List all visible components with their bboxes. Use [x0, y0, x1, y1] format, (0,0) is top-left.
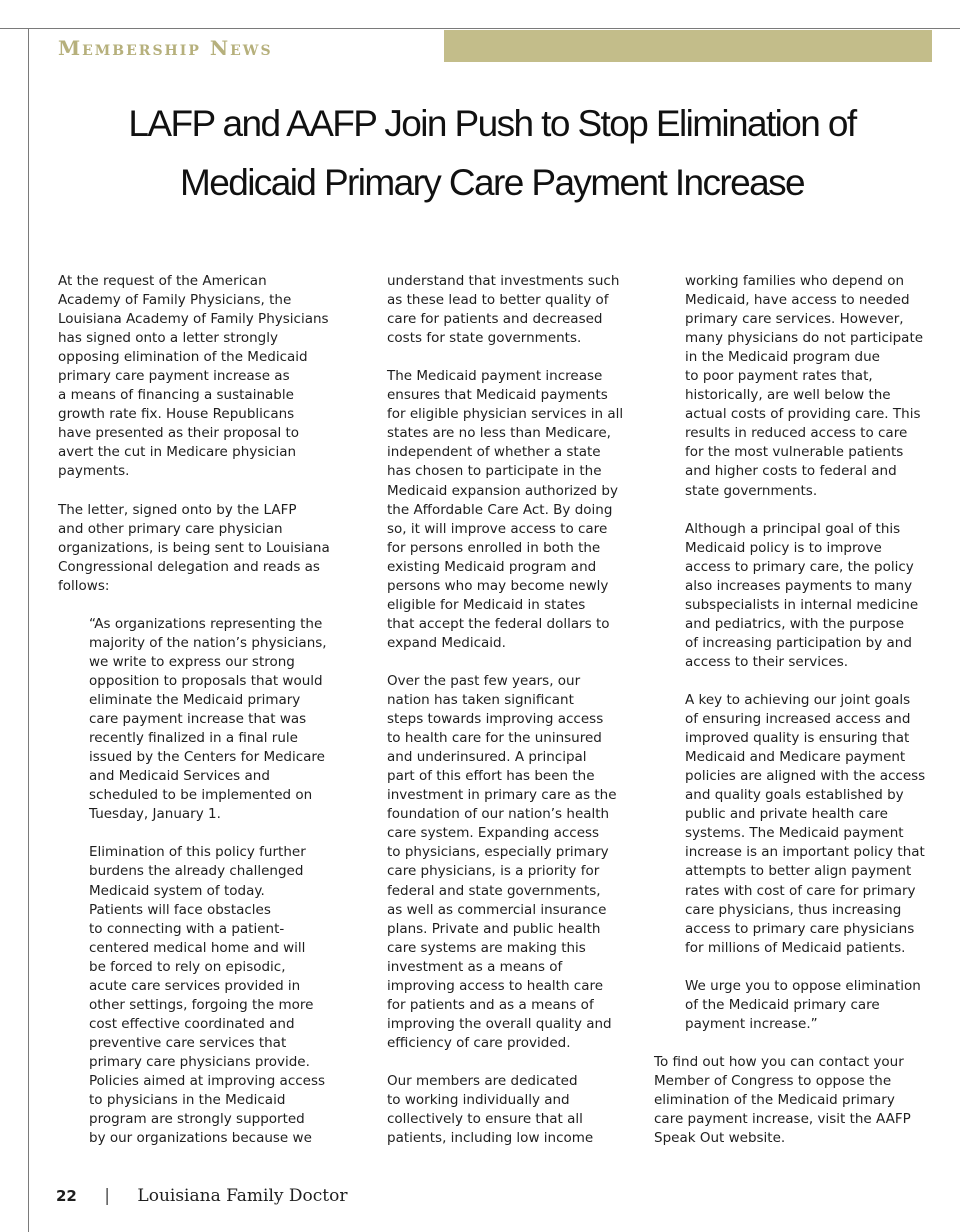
text-line: care for patients and decreased: [387, 311, 603, 328]
text-line: elimination of the Medicaid primary: [654, 1092, 895, 1109]
text-line: for eligible physician services in all: [387, 406, 624, 423]
text-line: Medicaid system of today.: [89, 882, 265, 899]
paragraph: [58, 272, 358, 482]
text-line: Medicaid, have access to needed: [685, 292, 910, 309]
text-line: increase is an important policy that: [685, 844, 925, 861]
publication-name: Louisiana Family Doctor: [137, 1186, 348, 1206]
page-footer: [56, 1186, 347, 1206]
text-line: Member of Congress to oppose the: [654, 1072, 892, 1089]
text-line: as well as commercial insurance: [387, 901, 607, 918]
paragraph: [387, 1072, 637, 1148]
text-line: existing Medicaid program and: [387, 558, 597, 575]
text-line: has chosen to participate in the: [387, 463, 602, 480]
text-line: investment in primary care as the: [387, 787, 617, 804]
text-line: for persons enrolled in both the: [387, 539, 601, 556]
paragraph: [654, 1053, 944, 1148]
text-line: recently finalized in a final rule: [89, 730, 298, 747]
text-line: the Affordable Care Act. By doing: [387, 501, 613, 518]
text-line: care physicians, thus increasing: [685, 901, 902, 918]
article-title: [40, 94, 944, 212]
text-line: Louisiana Academy of Family Physicians: [58, 311, 329, 328]
text-line: by our organizations because we: [89, 1130, 312, 1147]
text-line: results in reduced access to care: [685, 425, 908, 442]
text-line: to connecting with a patient-: [89, 920, 285, 937]
text-line: patients, including low income: [387, 1130, 594, 1147]
text-line: collectively to ensure that all: [387, 1111, 583, 1128]
text-line: primary care services. However,: [685, 311, 904, 328]
text-line: also increases payments to many: [685, 577, 913, 594]
text-line: Tuesday, January 1.: [89, 806, 221, 823]
text-line: Academy of Family Physicians, the: [58, 292, 292, 309]
text-line: be forced to rely on episodic,: [89, 958, 286, 975]
text-line: care physicians, is a priority for: [387, 863, 600, 880]
text-line: costs for state governments.: [387, 330, 582, 347]
text-line: foundation of our nation’s health: [387, 806, 610, 823]
text-line: eligible for Medicaid in states: [387, 596, 586, 613]
paragraph: [387, 672, 637, 1053]
text-line: ensures that Medicaid payments: [387, 387, 608, 404]
text-line: Patients will face obstacles: [89, 901, 271, 918]
text-line: care payment increase, visit the AAFP: [654, 1111, 911, 1128]
text-line: and quality goals established by: [685, 787, 904, 804]
text-line: Medicaid expansion authorized by: [387, 482, 618, 499]
text-line: burdens the already challenged: [89, 863, 304, 880]
text-line: opposing elimination of the Medicaid: [58, 349, 308, 366]
text-line: as these lead to better quality of: [387, 292, 609, 309]
text-line: subspecialists in internal medicine: [685, 596, 919, 613]
paragraph: [58, 615, 358, 825]
left-rule: [28, 28, 29, 1232]
text-line: that accept the federal dollars to: [387, 615, 610, 632]
text-line: The letter, signed onto by the LAFP: [58, 501, 297, 518]
text-line: improving the overall quality and: [387, 1015, 612, 1032]
text-line: care systems are making this: [387, 939, 586, 956]
text-line: growth rate fix. House Republicans: [58, 406, 295, 423]
text-line: we write to express our strong: [89, 653, 295, 670]
text-line: independent of whether a state: [387, 444, 601, 461]
text-line: improved quality is ensuring that: [685, 730, 910, 747]
text-line: nation has taken significant: [387, 692, 574, 709]
text-line: payments.: [58, 463, 130, 480]
text-line: Over the past few years, our: [387, 672, 581, 689]
text-line: many physicians do not participate: [685, 330, 924, 347]
text-line: access to primary care, the policy: [685, 558, 914, 575]
text-line: to physicians in the Medicaid: [89, 1092, 286, 1109]
text-line: Medicaid and Medicare payment: [685, 749, 906, 766]
text-line: follows:: [58, 577, 110, 594]
text-line: primary care payment increase as: [58, 368, 290, 385]
text-line: historically, are well below the: [685, 387, 891, 404]
text-line: of ensuring increased access and: [685, 711, 911, 728]
text-line: To find out how you can contact your: [654, 1053, 904, 1070]
page-number: 22: [56, 1187, 77, 1205]
text-line: care payment increase that was: [89, 711, 307, 728]
text-line: We urge you to oppose elimination: [685, 977, 921, 994]
text-line: issued by the Centers for Medicare: [89, 749, 325, 766]
text-line: improving access to health care: [387, 977, 604, 994]
text-line: preventive care services that: [89, 1034, 287, 1051]
paragraph: [654, 520, 944, 672]
text-line: so, it will improve access to care: [387, 520, 608, 537]
text-line: majority of the nation’s physicians,: [89, 634, 327, 651]
text-line: rates with cost of care for primary: [685, 882, 916, 899]
text-line: expand Medicaid.: [387, 634, 506, 651]
text-line: efficiency of care provided.: [387, 1034, 571, 1051]
text-line: “As organizations representing the: [89, 615, 323, 632]
text-line: centered medical home and will: [89, 939, 306, 956]
top-rule: [0, 28, 960, 29]
text-line: federal and state governments,: [387, 882, 601, 899]
paragraph: [654, 691, 944, 958]
text-line: Although a principal goal of this: [685, 520, 901, 537]
text-line: Our members are dedicated: [387, 1072, 578, 1089]
text-line: opposition to proposals that would: [89, 672, 323, 689]
paragraph: [654, 977, 944, 1034]
text-line: working families who depend on: [685, 273, 905, 289]
text-line: plans. Private and public health: [387, 920, 601, 937]
text-line: Congressional delegation and reads as: [58, 558, 320, 575]
header-color-bar: [444, 30, 932, 62]
text-line: of the Medicaid primary care: [685, 996, 880, 1013]
text-line: systems. The Medicaid payment: [685, 825, 904, 842]
text-line: primary care physicians provide.: [89, 1053, 310, 1070]
text-line: other settings, forgoing the more: [89, 996, 314, 1013]
text-line: A key to achieving our joint goals: [685, 692, 911, 709]
text-line: has signed onto a letter strongly: [58, 330, 278, 347]
text-line: state governments.: [685, 482, 818, 499]
text-line: actual costs of providing care. This: [685, 406, 921, 423]
text-line: to physicians, especially primary: [387, 844, 609, 861]
section-label: Membership News: [58, 36, 273, 60]
text-line: part of this effort has been the: [387, 768, 595, 785]
text-line: to health care for the uninsured: [387, 730, 602, 747]
text-line: cost effective coordinated and: [89, 1015, 295, 1032]
text-line: for the most vulnerable patients: [685, 444, 904, 461]
text-line: organizations, is being sent to Louisiana: [58, 539, 330, 556]
text-line: understand that investments such: [387, 273, 620, 289]
text-line: a means of financing a sustainable: [58, 387, 294, 404]
text-line: states are no less than Medicare,: [387, 425, 611, 442]
article-title-line: LAFP and AAFP Join Push to Stop Elimination of: [128, 103, 856, 144]
text-line: to working individually and: [387, 1092, 570, 1109]
text-line: of increasing participation by and: [685, 634, 912, 651]
text-line: persons who may become newly: [387, 577, 609, 594]
text-line: in the Medicaid program due: [685, 349, 880, 366]
text-line: Speak Out website.: [654, 1130, 786, 1147]
text-line: to poor payment rates that,: [685, 368, 873, 385]
text-line: and higher costs to federal and: [685, 463, 897, 480]
paragraph: [58, 501, 358, 596]
article-column-3: [654, 272, 944, 1167]
text-line: At the request of the American: [58, 273, 267, 289]
text-line: acute care services provided in: [89, 977, 301, 994]
text-line: and underinsured. A principal: [387, 749, 587, 766]
paragraph: [387, 272, 637, 348]
text-line: program are strongly supported: [89, 1111, 305, 1128]
text-line: for millions of Medicaid patients.: [685, 939, 906, 956]
article-column-2: [387, 272, 637, 1167]
text-line: and Medicaid Services and: [89, 768, 270, 785]
text-line: policies are aligned with the access: [685, 768, 926, 785]
text-line: The Medicaid payment increase: [387, 368, 603, 385]
text-line: eliminate the Medicaid primary: [89, 692, 301, 709]
text-line: Policies aimed at improving access: [89, 1072, 326, 1089]
text-line: care system. Expanding access: [387, 825, 600, 842]
text-line: Medicaid policy is to improve: [685, 539, 882, 556]
text-line: scheduled to be implemented on: [89, 787, 313, 804]
paragraph: [387, 367, 637, 653]
text-line: access to their services.: [685, 653, 849, 670]
text-line: steps towards improving access: [387, 711, 604, 728]
article-column-1: [58, 272, 358, 1167]
text-line: have presented as their proposal to: [58, 425, 300, 442]
text-line: and other primary care physician: [58, 520, 283, 537]
paragraph: [58, 843, 358, 1148]
text-line: avert the cut in Medicare physician: [58, 444, 297, 461]
article-title-line: Medicaid Primary Care Payment Increase: [180, 162, 804, 203]
text-line: Elimination of this policy further: [89, 844, 306, 861]
text-line: access to primary care physicians: [685, 920, 915, 937]
paragraph: [654, 272, 944, 501]
text-line: payment increase.”: [685, 1015, 818, 1032]
text-line: for patients and as a means of: [387, 996, 594, 1013]
footer-separator: |: [104, 1186, 111, 1206]
text-line: and pediatrics, with the purpose: [685, 615, 905, 632]
text-line: investment as a means of: [387, 958, 563, 975]
text-line: public and private health care: [685, 806, 888, 823]
text-line: attempts to better align payment: [685, 863, 912, 880]
